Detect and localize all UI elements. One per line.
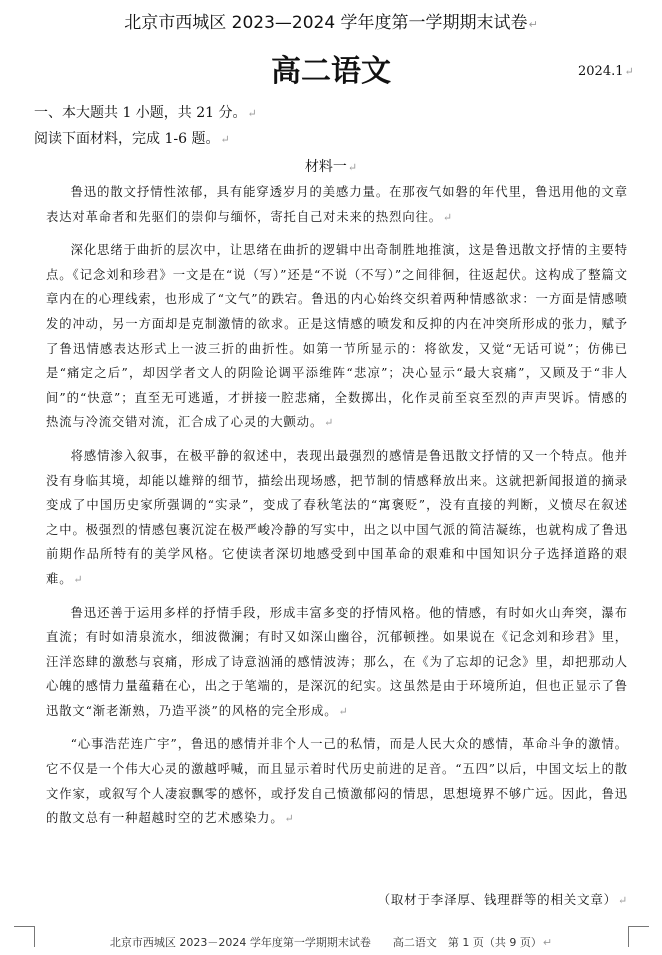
paragraph-mark-icon: ↵ [247,107,257,120]
material-paragraph-1 [46,180,628,230]
paragraph-text: “心事浩茫连广宇”，鲁迅的感情并非个人一己的私情，而是人民大众的感情，革命斗争的激情。它不仅是一个伟大心灵的激越呼喊，而且显示着时代历史前进的足音。“五四”以后，中国文坛上的散文作家，或叙写个人凄寂飘零的感怀，或抒发自己愤激郁闷的情思，思想境界不够广远。因此，鲁迅的散文总有一种超越时空的艺术感染力。 [46,737,628,826]
exam-header-title [0,8,662,33]
exam-date-text: 2024.1 [578,64,624,79]
subject-title: 高二语文 [271,54,391,89]
paragraph-mark-icon: ↵ [324,416,335,430]
paragraph-text: 将感情渗入叙事，在极平静的叙述中，表现出最强烈的感情是鲁迅散文抒情的又一个特点。他并没有身临其境，却能以雄辩的细节，描绘出现场感，把节制的情感释放出来。这就把新闻报道的摘录变成了中国历史家所强调的“实录”，变成了春秋笔法的“寓褒贬”，没有直接的判断，义愤尽在叙述之中。极强烈的情感包裹沉淀在极严峻冷静的写实中，出之以中国气派的简洁凝练，也就构成了鲁迅前期作品所特有的美学风格。它使读者深切地感受到中国革命的艰难和中国知识分子选择道路的艰难。 [46,448,628,586]
paragraph-mark-icon: ↵ [73,572,84,586]
material-paragraph-2 [46,238,628,436]
material-body [46,180,628,840]
source-citation-text: （取材于李泽厚、钱理群等的相关文章） [377,892,617,907]
material-paragraph-3 [46,444,628,593]
paragraph-mark-icon: ↵ [617,894,628,907]
paragraph-mark-icon: ↵ [528,18,538,31]
paragraph-mark-icon: ↵ [347,161,358,174]
paragraph-mark-icon: ↵ [624,65,634,78]
page-footer [0,934,662,950]
section-heading [34,102,257,122]
paragraph-text: 深化思绪于曲折的层次中，让思绪在曲折的逻辑中出奇制胜地推演，这是鲁迅散文抒情的主要特点。《记念刘和珍君》一文是在“说（写）”还是“不说（不写）”之间徘徊，往返起伏。这构成了整篇文章内在的心理线索，也形成了“文气”的跌宕。鲁迅的内心始终交织着两种情感欲求：一方面是情感喷发的冲动，另一方面却是克制激情的欲求。正是这情感的喷发和反抑的内在冲突所形成的张力，赋予了鲁迅情感表达形式上一波三折的曲折性。如第一节所显示的：将欲发，又觉“无话可说”；仿佛已是“痛定之后”，却因学者文人的阴险论调平添维阵“悲凉”；决心显示“最大哀痛”，又顾及于“非人间”的“快意”；直至无可逃遁，才拼接一腔悲痛，全数掷出，化作灵前至哀至烈的声声哭诉。情感的热流与冷流交错对流，汇合成了心灵的大颤动。 [46,243,628,430]
material-title-text: 材料一 [304,159,347,175]
page-footer-text: 北京市西城区 2023－2024 学年度第一学期期末试卷 高二语文 第 1 页（共 9 页） [109,936,542,949]
material-paragraph-4 [46,601,628,725]
paragraph-text: 鲁迅还善于运用多样的抒情手段，形成丰富多变的抒情风格。他的情感，有时如火山奔突，瀑布直流；有时如清泉流水，细波微澜；有时又如深山幽谷，沉郁顿挫。如果说在《记念刘和珍君》里，汪洋恣肆的激愁与哀痛，形成了诗意汹涌的感情波涛；那么，在《为了忘却的记念》里，却把那动人心魄的感情力量蕴藉在心，出之于笔端的，是深沉的纪实。这虽然是由于环境所迫，但也正显示了鲁迅散文“渐老渐熟，乃造平淡”的风格的完全形成。 [46,605,628,718]
reading-instruction [34,128,230,148]
paragraph-text: 鲁迅的散文抒情性浓郁，具有能穿透岁月的美感力量。在那夜气如磐的年代里，鲁迅用他的文章表达对革命者和先驱们的崇仰与缅怀，寄托自己对未来的热烈向往。 [46,185,628,224]
paragraph-mark-icon: ↵ [284,812,295,826]
section-heading-text: 一、本大题共 1 小题，共 21 分。 [34,105,247,121]
paragraph-mark-icon: ↵ [338,704,349,718]
material-title [0,156,662,176]
exam-header-title-text: 北京市西城区 2023—2024 学年度第一学期期末试卷 [124,13,528,33]
reading-instruction-text: 阅读下面材料，完成 1-6 题。 [34,131,220,147]
paragraph-mark-icon: ↵ [542,936,553,949]
paragraph-mark-icon: ↵ [442,210,454,224]
paragraph-mark-icon: ↵ [220,133,230,146]
material-paragraph-5 [46,732,628,831]
source-citation [378,890,628,908]
exam-date [578,64,634,79]
